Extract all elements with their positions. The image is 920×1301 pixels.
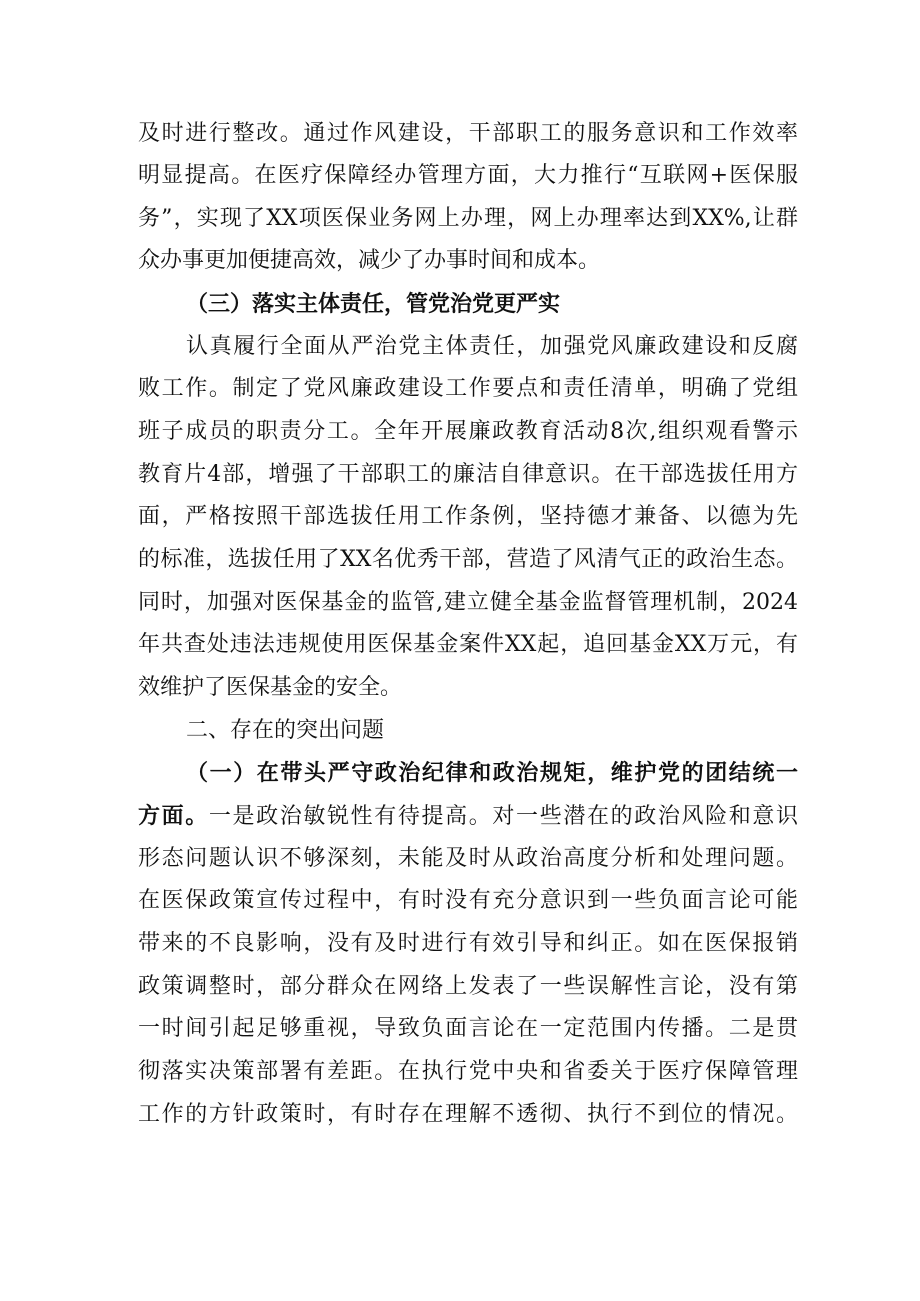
- paragraph-line: 形态问题认识不够深刻，未能及时从政治高度分析和处理问题。: [138, 846, 798, 871]
- paragraph-line: 明显提高。在医疗保障经办管理方面，大力推行“互联网+医保服: [138, 163, 798, 188]
- paragraph-line: 同时，加强对医保基金的监管,建立健全基金监督管理机制，2024: [138, 590, 798, 615]
- paragraph-line: 败工作。制定了党风廉政建设工作要点和责任清单，明确了党组: [138, 376, 798, 401]
- paragraph-line: 教育片4部，增强了干部职工的廉洁自律意识。在干部选拔任用方: [138, 462, 798, 487]
- paragraph-line: [138, 796, 798, 836]
- paragraph-line: 班子成员的职责分工。全年开展廉政教育活动8次,组织观看警示: [138, 419, 798, 444]
- paragraph-line: 务”，实现了XX项医保业务网上办理，网上办理率达到XX%,让群: [138, 206, 798, 231]
- paragraph-line: 年共查处违法违规使用医保基金案件XX起，追回基金XX万元，有: [138, 632, 798, 657]
- paragraph-line: 的标准，选拔任用了XX名优秀干部，营造了风清气正的政治生态。: [138, 547, 798, 572]
- paragraph-line: 认真履行全面从严治党主体责任，加强党风廉政建设和反腐: [186, 334, 798, 359]
- paragraph-line: 众办事更加便捷高效，减少了办事时间和成本。: [138, 248, 601, 273]
- paragraph-line: 及时进行整改。通过作风建设，干部职工的服务意识和工作效率: [138, 121, 798, 146]
- paragraph-line: 工作的方针政策时，有时存在理解不透彻、执行不到位的情况。: [138, 1102, 798, 1127]
- paragraph-line: 彻落实决策部署有差距。在执行党中央和省委关于医疗保障管理: [138, 1059, 798, 1084]
- subsection-heading: （三）落实主体责任，管党治党更严实: [186, 291, 561, 317]
- section-heading: 二、存在的突出问题: [186, 718, 385, 743]
- paragraph-line: 在医保政策宣传过程中，有时没有充分意识到一些负面言论可能: [138, 888, 798, 913]
- paragraph-line: 一时间引起足够重视，导致负面言论在一定范围内传播。二是贯: [138, 1016, 798, 1041]
- paragraph-line: 政策调整时，部分群众在网络上发表了一些误解性言论，没有第: [138, 974, 798, 999]
- paragraph-text: 一是政治敏锐性有待提高。对一些潜在的政治风险和意识: [208, 804, 798, 829]
- paragraph-line: 效维护了医保基金的安全。: [138, 675, 403, 700]
- paragraph-line: 面，严格按照干部选拔任用工作条例，坚持德才兼备、以德为先: [138, 504, 798, 529]
- paragraph-line: 带来的不良影响，没有及时进行有效引导和纠正。如在医保报销: [138, 931, 798, 956]
- subsection-heading: （一）在带头严守政治纪律和政治规矩，维护党的团结统一: [186, 760, 798, 786]
- subsection-heading-tail: 方面。: [138, 803, 209, 829]
